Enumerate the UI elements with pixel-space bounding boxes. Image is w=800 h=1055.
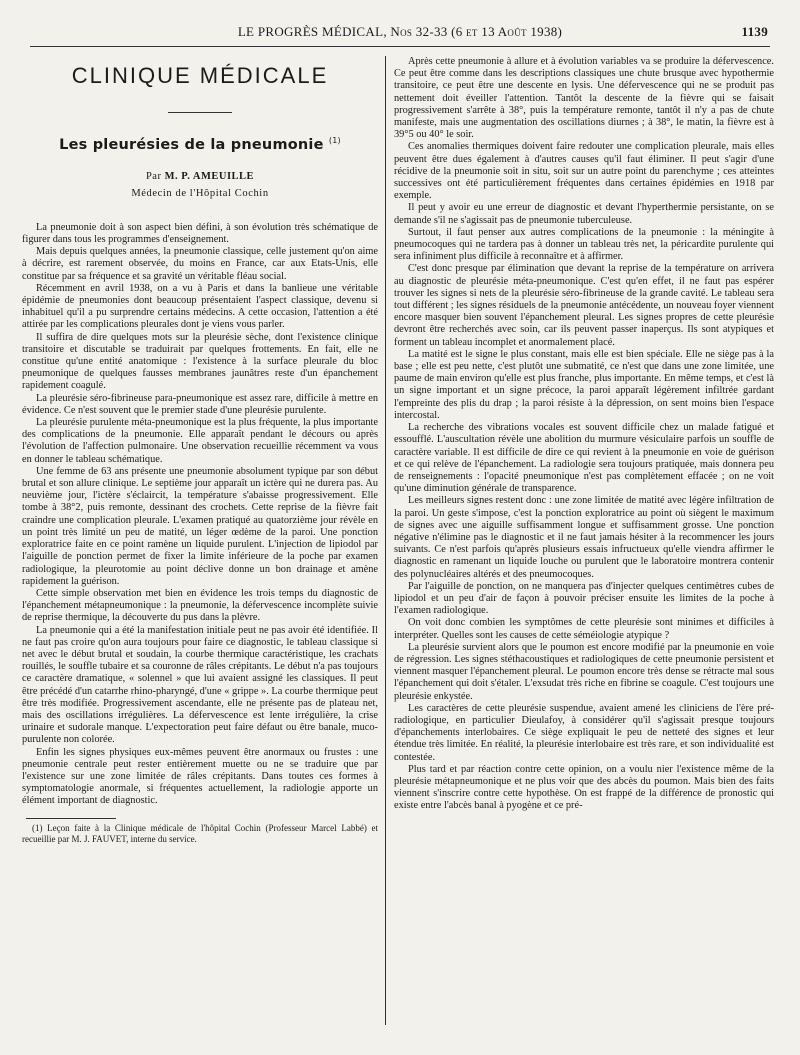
footnote: (1) Leçon faite à la Clinique médicale de l'hôpital Cochin (Professeur Marcel Labbé) et recueillie par M. J. FAUVET, interne du service.: [22, 822, 378, 844]
author-affiliation: Médecin de l'Hôpital Cochin: [131, 187, 269, 199]
left-body: [22, 222, 378, 808]
body-paragraph: Par l'aiguille de ponction, on ne manquera pas d'injecter quelques centimètres cubes de lipiodol et un peu d'air de façon à pouvoir préciser ensuite les limites de la poche à l'examen radiologique.: [394, 580, 774, 617]
body-paragraph: La recherche des vibrations vocales est souvent difficile chez un malade fatigué et essoufflé. L'auscultation révèle une abolition du murmure vésiculaire parfois un souffle de caractère variable. Il est difficile de dire ce qui revient à la pneumonie en voie de guérison et ce qui relève de l'épanchement. La radiologie sera toujours pratiquée, mais donnera peu de renseignements : l'opacité pneumonique n'est pas complètement effacée ; on ne voit qu'une diminution générale de transparence.: [394, 422, 774, 495]
body-paragraph: Les meilleurs signes restent donc : une zone limitée de matité avec légère infiltration de la paroi. Un geste s'impose, c'est la ponction exploratrice au point où siègent le maximum de signes avec une aiguille suffisamment longue et suffisamment grosse. Une ponction négative n'élimine pas le diagnostic et il ne faut jamais hésiter à la recommencer les jours suivants. Ce n'est parfois qu'après plusieurs essais infructueux qu'elle viendra affirmer le diagnostic en ramenant un liquide louche ou purulent que le laboratoire montrera contenir des polynucléaires altérés et des pneumocoques.: [394, 495, 774, 580]
body-paragraph: Les caractères de cette pleurésie suspendue, avaient amené les cliniciens de l'ère pré-radiologique, en particulier Dieulafoy, à considérer qu'il s'agissait presque toujours d'épanchements interlobaires. Ce siège expliquait le peu de netteté des signes et leur étendue très limitée. En réalité, la pleurésie interlobaire est très rare, et son individualité est contestée.: [394, 702, 774, 763]
body-paragraph: La matité est le signe le plus constant, mais elle est bien spéciale. Elle ne siège pas à la base ; elle est peu nette, c'est plutôt une submatité, ce n'est que dans une zone limitée, une paume de main environ qu'elle est plus franche, plus importante. En même temps, et c'est là un signe important et un signe précoce, la paroi apparaît légèrement infiltrée gardant l'empreinte des plis du drap ; la paroi résiste à la dépression, on sent moins bien l'espace intercostal.: [394, 348, 774, 421]
section-rule: [168, 112, 232, 113]
running-header: [30, 18, 770, 47]
column-divider: [385, 56, 386, 1025]
page-number: 1139: [741, 24, 768, 39]
footnote-mark[interactable]: (1): [328, 136, 341, 146]
right-column: [394, 56, 774, 1039]
body-paragraph: Récemment en avril 1938, on a vu à Paris et dans la banlieue une véritable épidémie de pneumonies dont beaucoup présentaient l'aspect classique, devenu si inhabituel qu'il a pu surprendre certains médecins. A cette occasion, l'attention a été attirée par les complications pleurales dont je viens vous parler.: [22, 282, 378, 331]
left-column: [22, 56, 378, 1039]
body-paragraph: La pneumonie doit à son aspect bien défini, à son évolution très schématique de figurer dans tous les programmes d'enseignement.: [22, 221, 378, 246]
section-title: CLINIQUE MÉDICALE: [71, 63, 329, 88]
article-title: [22, 135, 378, 154]
body-paragraph: Enfin les signes physiques eux-mêmes peuvent être anormaux ou frustes : une pneumonie centrale peut rester entièrement muette ou ne se traduire que par l'existence sur une zone limitée de râles crépitants. Dans toutes ces formes à symptomatologie anormale, si fréquentes actuellement, la radiologie apporte un élément important de diagnostic.: [22, 746, 378, 807]
body-paragraph: Surtout, il faut penser aux autres complications de la pneumonie : la méningite à pneumocoques qui ne tardera pas à donner un tableau très net, la péricardite purulente qui sera infiniment plus difficile à reconnaître et à affirmer.: [394, 226, 774, 263]
body-paragraph: Plus tard et par réaction contre cette opinion, on a voulu nier l'existence même de la pleurésie métapneumonique et ne plus voir que des abcès du poumon. Mais bien des faits viennent s'inscrire contre cette hypothèse. On est frappé de la différence de pronostic qui existe entre l'abcès banal à pyogène et ce pré-: [394, 763, 774, 812]
body-paragraph: Mais depuis quelques années, la pneumonie classique, celle justement qu'on aime à décrire, est rarement observée, du moins en France, car aux Etats-Unis, elle constitue par sa fréquence et sa gravité un véritable fléau social.: [22, 246, 378, 282]
body-paragraph: C'est donc presque par élimination que devant la reprise de la température on arrivera au diagnostic de pleurésie méta-pneumonique. C'est qu'en effet, il ne faut pas espérer trouver les signes si nets de la pleurésie séro-fibrineuse de la grande cavité. Le tableau sera tout différent ; les signes résiduels de la pneumonie antécédente, un nouveau foyer viennent encore masquer bien souvent l'épanchement pleural. Les signes propres de cette pleurésie devront être recherchés avec soin, car ils peuvent passer inaperçus. Ils sont atypiques et forment un tableau incomplet et anormalement placé.: [394, 263, 774, 348]
body-paragraph: La pleurésie survient alors que le poumon est encore modifié par la pneumonie en voie de régression. Les signes stéthacoustiques et radiologiques de cette pneumonie persistent et viennent masquer l'épanchement pleural. Le poumon encore très dense se rétracte mal sous l'épanchement qui doit s'étaler. L'exsudat très riche en fibrine se coagule. C'est toujours une pleurésie enkystée.: [394, 641, 774, 702]
body-paragraph: Après cette pneumonie à allure et à évolution variables va se produire la défervescence. Ce peut être comme dans les descriptions classiques une chute brusque avec hypothermie transitoire, ce peut être une descente en lysis. Une défervescence qui ne se produit pas nettement doit éveiller l'attention. Tantôt la descente de la fièvre qui se faisait progressivement s'arrête à 38°, puis la température remonte, tantôt il n'y a pas de chute manifeste, mais une augmentation des oscillations diurnes ; à 38°, le matin, la fièvre est à 39°5 ou 40° le soir.: [394, 56, 774, 141]
footnote-rule: [26, 818, 116, 819]
body-paragraph: La pleurésie purulente méta-pneumonique est la plus fréquente, la plus importante des complications de la pneumonie. Elle apparaît pendant le décours ou après l'évolution de l'affection pulmonaire. Une observation recueillie récemment va vous en donner le tableau schématique.: [22, 417, 378, 465]
body-paragraph: Une femme de 63 ans présente une pneumonie absolument typique par son début brutal et son allure clinique. Le septième jour apparaît un ictère qui ne durera pas. Au neuvième jour, l'ictère s'éclaircit, la température s'abaisse progressivement. Elle tombe à 38°2, puis remonte, dessinant des crochets. Cette reprise de la fièvre fait craindre une complication pleurale. L'examen pratiqué au quatorzième jour révèle en un point très limité un peu de matité, un léger œdème de la paroi. Une ponction exploratrice faite en ce point ramène un liquide purulent. L'injection de lipiodol par l'aiguille de ponction permet de fixer la limite inférieure de la poche par examen radiologique, la pleurotomie au point déclive donne un bon drainage et amène rapidement la guérison.: [22, 465, 378, 587]
body-paragraph: La pleurésie séro-fibrineuse para-pneumonique est assez rare, difficile à mettre en évidence. Ce n'est souvent que le premier stade d'une pleurésie purulente.: [22, 392, 378, 416]
byline: [22, 171, 378, 183]
right-body: [394, 56, 774, 813]
journal-title: LE PROGRÈS MÉDICAL, Nos 32-33 (6 et 13 Août 1938): [237, 24, 563, 39]
author-name: M. P. AMEUILLE: [164, 171, 255, 183]
body-paragraph: La pneumonie qui a été la manifestation initiale peut ne pas avoir été identifiée. Il ne faut pas croire qu'on aura toujours pour faire ce diagnostic, le tableau classique si net avec le début brutal et soudain, la courbe thermique caractéristique, les crachats rouillés, le souffle tubaire et sa couronne de râles crépitants. Le début n'a pas toujours ce caractère dramatique, « solennel » que lui avaient assigné les classiques. Il peut être précédé d'un catarrhe rhino-pharyngé, d'une « grippe ». La courbe thermique peut être très modifiée. Progressivement ascendante, elle ne présente pas de plateau net, mais des oscillations irrégulières. La défervescence est lente irrégulière, la crise urinaire et sudorale manque. L'expectoration peut faire défaut ou être banale, muco-purulente non colorée.: [22, 624, 378, 746]
body-paragraph: Ces anomalies thermiques doivent faire redouter une complication pleurale, mais elles peuvent être dues également à d'autres causes qu'il faut éliminer. Il peut s'agir d'une récidive de la pneumonie soit in situ, soit sur un autre point du parenchyme ; ces atteintes successives ont été particulièrement fréquentes dans certaines épidémies en 1918 par exemple.: [394, 141, 774, 202]
article-title-text: Les pleurésies de la pneumonie: [59, 137, 324, 154]
byline-prefix: Par: [145, 171, 162, 183]
body-paragraph: Cette simple observation met bien en évidence les trois temps du diagnostic de l'épanchement métapneumonique : la pneumonie, la défervescence incomplète suivie de reprise thermique, la découverte du pus dans la plèvre.: [22, 587, 378, 624]
body-paragraph: Il suffira de dire quelques mots sur la pleurésie sèche, dont l'existence clinique transitoire et discutable se traduirait par quelques frottements. En fait, elle ne constitue qu'une entité anatomique : l'existence à la surface pleurale du bloc pneumonique de quelques fausses membranes jaunâtres reste d'un épanchement rapidement coagulé.: [22, 331, 378, 392]
body-paragraph: On voit donc combien les symptômes de cette pleurésie sont minimes et difficiles à interpréter. Quelles sont les causes de cette séméiologie atypique ?: [394, 617, 774, 641]
body-paragraph: Il peut y avoir eu une erreur de diagnostic et devant l'hyperthermie persistante, on se demande s'il ne s'agissait pas de pneumonie tuberculeuse.: [394, 202, 774, 226]
